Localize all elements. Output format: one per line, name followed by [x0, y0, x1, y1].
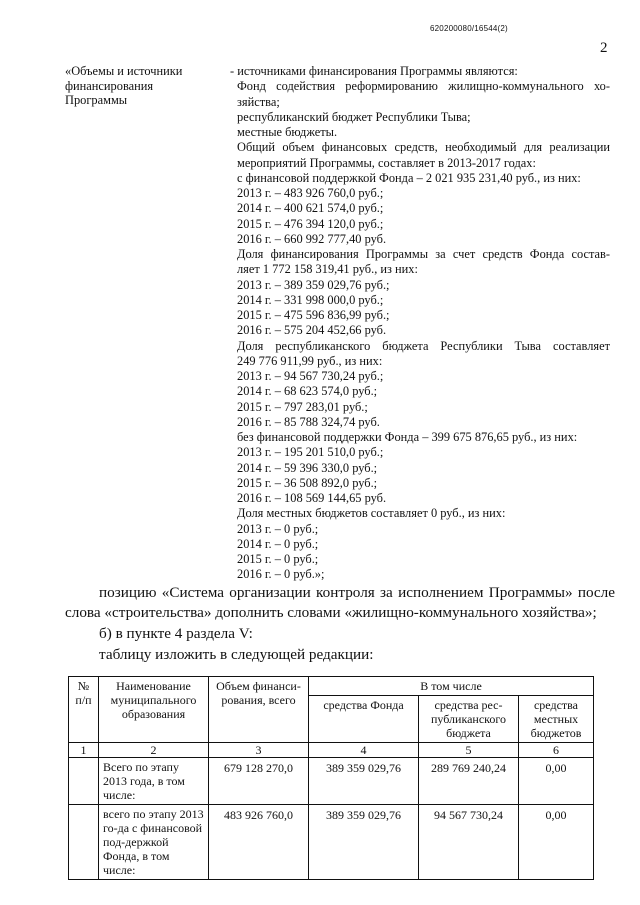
page-number: 2	[600, 40, 608, 56]
index-cell: 6	[519, 743, 594, 758]
cell-fund: 389 359 029,76	[309, 805, 419, 880]
passport-line: Доля республиканского бюджета Республики Тыва составляет	[237, 338, 610, 353]
body-paragraph-2	[65, 624, 615, 644]
header-fund: средства Фонда	[309, 696, 419, 743]
cell-republic: 289 769 240,24	[419, 758, 519, 805]
cell-total: 483 926 760,0	[209, 805, 309, 880]
body-line: слова «строительства» дополнить словами «жилищно-коммунального хозяйства»;	[65, 604, 597, 621]
header-municipality: Наименование муниципального образования	[99, 677, 209, 743]
index-cell: 2	[99, 743, 209, 758]
header-local: средства местных бюджетов	[519, 696, 594, 743]
passport-line: 2016 г. – 108 569 144,65 руб.	[237, 491, 387, 505]
header-republic: средства рес-публиканского бюджета	[419, 696, 519, 743]
index-cell: 5	[419, 743, 519, 758]
passport-line: с финансовой поддержкой Фонда – 2 021 935 231,40 руб., из них:	[237, 170, 581, 185]
header-including: В том числе	[309, 677, 594, 696]
passport-label-line: финансирования	[65, 78, 154, 93]
passport-line: 249 776 911,99 руб., из них:	[237, 353, 383, 368]
index-cell: 4	[309, 743, 419, 758]
passport-line: 2014 г. – 0 руб.;	[237, 536, 319, 551]
cell-municipality: Всего по этапу 2013 года, в том числе:	[99, 758, 209, 805]
passport-line: 2013 г. – 0 руб.;	[237, 521, 319, 536]
passport-line: Доля местных бюджетов составляет 0 руб., из них:	[237, 506, 506, 521]
body-paragraph-1	[65, 583, 615, 623]
passport-text	[230, 64, 610, 583]
cell-num	[69, 805, 99, 880]
passport-line: Доля финансирования Программы за счет средств Фонда состав-	[237, 247, 610, 261]
passport-line: Общий объем финансовых средств, необходимый для реализации	[237, 140, 610, 155]
passport-line: 2016 г. – 575 204 452,66 руб.	[237, 323, 387, 338]
table-row	[69, 805, 594, 880]
header-num: № п/п	[69, 677, 99, 743]
passport-line: республиканский бюджет Республики Тыва;	[237, 109, 471, 124]
passport-line: 2015 г. – 797 283,01 руб.;	[237, 399, 368, 414]
body-line: таблицу изложить в следующей редакции:	[99, 646, 374, 663]
passport-line: зяйства;	[237, 94, 280, 109]
passport-line: Фонд содействия реформированию жилищно-коммунального хо-	[237, 79, 610, 94]
cell-republic: 94 567 730,24	[419, 805, 519, 880]
cell-total: 679 128 270,0	[209, 758, 309, 805]
passport-line: 2016 г. – 85 788 324,74 руб.	[237, 414, 380, 429]
cell-local: 0,00	[519, 758, 594, 805]
passport-line: 2015 г. – 0 руб.;	[237, 552, 319, 566]
passport-line: местные бюджеты.	[237, 125, 338, 139]
table-index-row	[69, 743, 594, 758]
table-header-row	[69, 677, 594, 696]
passport-line: без финансовой поддержки Фонда – 399 675 876,65 руб., из них:	[237, 430, 578, 444]
passport-line: 2015 г. – 475 596 836,99 руб.;	[237, 308, 390, 322]
index-cell: 3	[209, 743, 309, 758]
financing-table	[68, 676, 594, 880]
passport-line: 2016 г. – 0 руб.»;	[237, 567, 325, 582]
passport-line: ляет 1 772 158 319,41 руб., из них:	[237, 262, 418, 277]
passport-line: 2016 г. – 660 992 777,40 руб.	[237, 231, 387, 246]
passport-line: 2013 г. – 94 567 730,24 руб.;	[237, 369, 384, 383]
passport-line: 2015 г. – 36 508 892,0 руб.;	[237, 475, 378, 490]
passport-line: 2013 г. – 195 201 510,0 руб.;	[237, 445, 384, 460]
passport-line: 2013 г. – 483 926 760,0 руб.;	[237, 186, 384, 200]
cell-fund: 389 359 029,76	[309, 758, 419, 805]
body-paragraph-3	[65, 645, 615, 665]
cell-local: 0,00	[519, 805, 594, 880]
passport-label-line: «Объемы и источники	[65, 64, 183, 78]
cell-municipality: всего по этапу 2013 го-да с финансовой под-держкой Фонда, в том числе:	[99, 805, 209, 880]
body-line: позицию «Система организации контроля за исполнением Программы» после	[99, 584, 615, 601]
header-total: Объем финанси-рования, всего	[209, 677, 309, 743]
passport-line: 2014 г. – 331 998 000,0 руб.;	[237, 292, 384, 307]
passport-line: 2015 г. – 476 394 120,0 руб.;	[237, 216, 384, 231]
passport-line: 2013 г. – 389 359 029,76 руб.;	[237, 277, 390, 292]
index-cell: 1	[69, 743, 99, 758]
passport-line: мероприятий Программы, составляет в 2013-2017 годах:	[237, 155, 536, 170]
table-row	[69, 758, 594, 805]
passport-label	[65, 64, 225, 108]
passport-label-line: Программы	[65, 93, 128, 108]
passport-line: - источниками финансирования Программы являются:	[230, 64, 518, 78]
passport-line: 2014 г. – 59 396 330,0 руб.;	[237, 460, 378, 475]
document-id: 620200080/16544(2)	[430, 24, 508, 33]
cell-num	[69, 758, 99, 805]
passport-line: 2014 г. – 68 623 574,0 руб.;	[237, 384, 378, 399]
body-line: б) в пункте 4 раздела V:	[99, 625, 253, 642]
passport-line: 2014 г. – 400 621 574,0 руб.;	[237, 201, 384, 216]
